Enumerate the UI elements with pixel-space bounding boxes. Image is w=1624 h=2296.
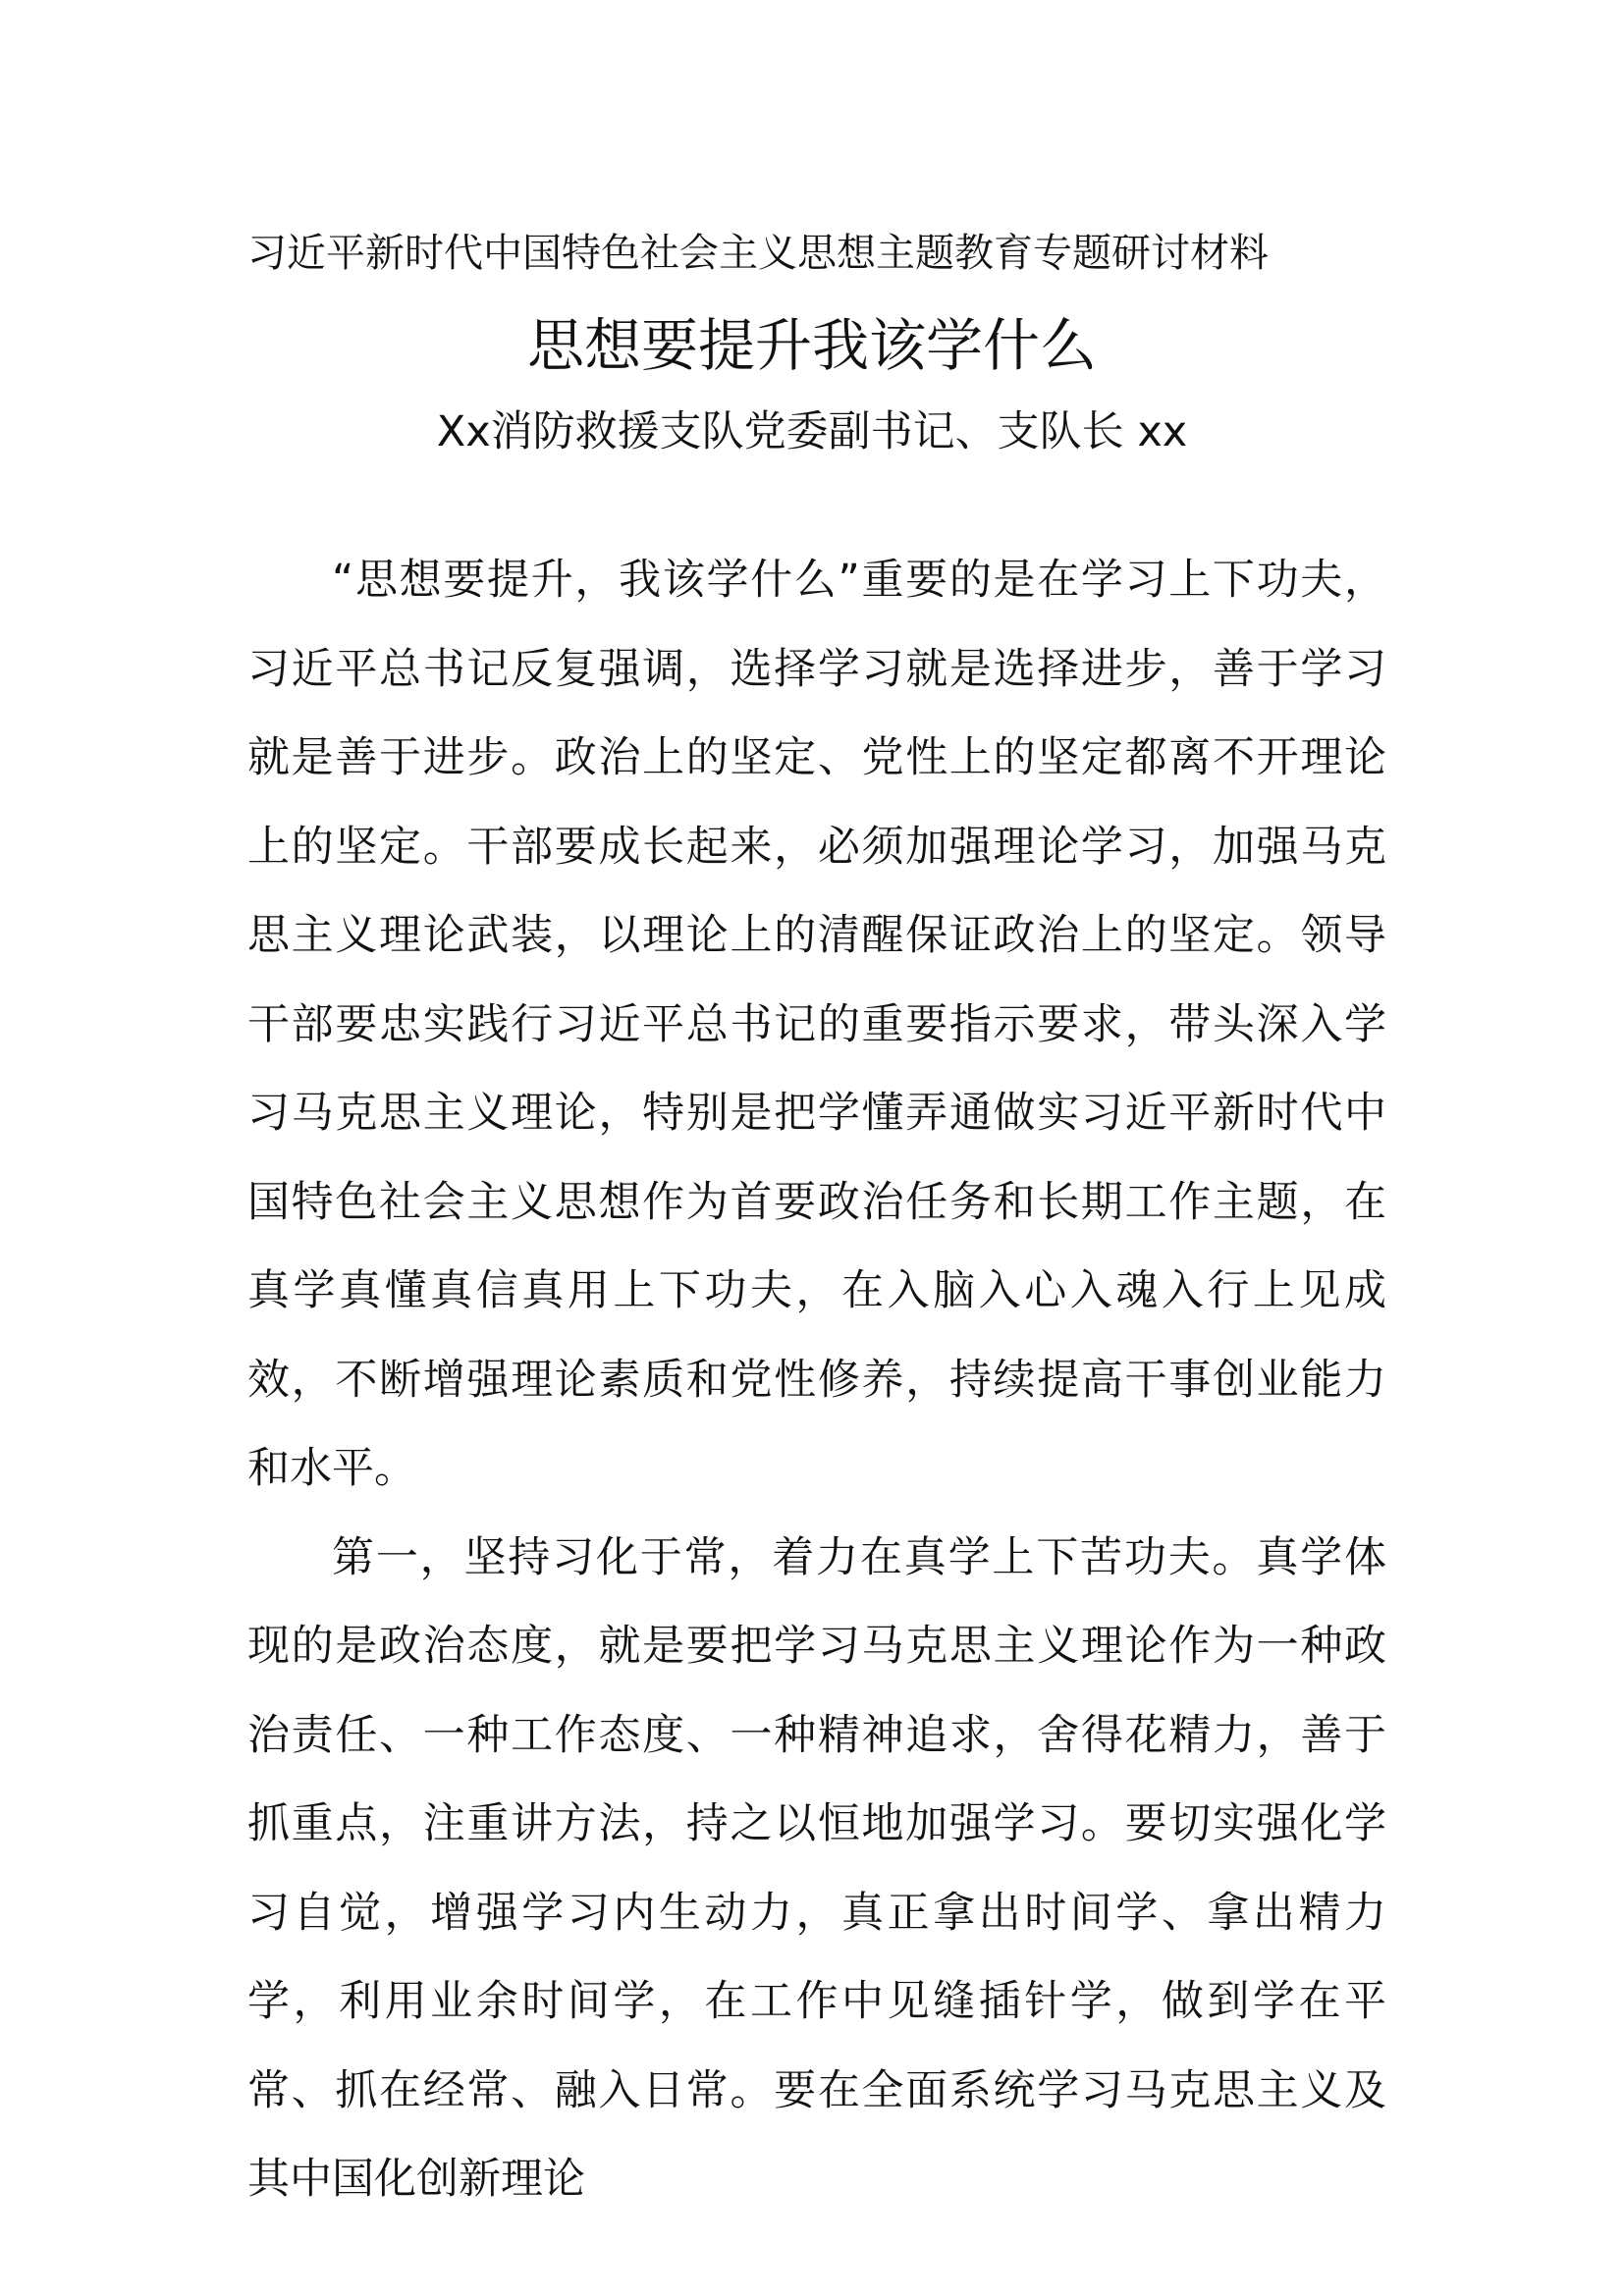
document-kicker: 习近平新时代中国特色社会主义思想主题教育专题研讨材料 xyxy=(247,231,1269,276)
document-byline: Xx消防救援支队党委副书记、支队长 xx xyxy=(436,407,1188,456)
paragraph-first-point: 第一，坚持习化于常，着力在真学上下苦功夫。真学体现的是政治态度，就是要把学习马克思主义理论作为一种政治责任、一种工作态度、一种精神追求，舍得花精力，善于抓重点，注重讲方法，持之以恒地加强学习。要切实强化学习自觉，增强学习内生动力，真正拿出时间学、拿出精力学，利用业余时间学，在工作中见缝插针学，做到学在平常、抓在经常、融入日常。要在全面系统学习马克思主义及其中国化创新理论 xyxy=(247,1532,1386,2204)
paragraph-intro: “思想要提升，我该学什么”重要的是在学习上下功夫，习近平总书记反复强调，选择学习就是选择进步，善于学习就是善于进步。政治上的坚定、党性上的坚定都离不开理论上的坚定。干部要成长起来，必须加强理论学习，加强马克思主义理论武装，以理论上的清醒保证政治上的坚定。领导干部要忠实践行习近平总书记的重要指示要求，带头深入学习马克思主义理论，特别是把学懂弄通做实习近平新时代中国特色社会主义思想作为首要政治任务和长期工作主题，在真学真懂真信真用上下功夫，在入脑入心入魂入行上见成效，不断增强理论素质和党性修养，持续提高干事创业能力和水平。 xyxy=(247,556,1386,1493)
document-title: 思想要提升我该学什么 xyxy=(526,312,1097,379)
document-body xyxy=(247,536,1386,2224)
